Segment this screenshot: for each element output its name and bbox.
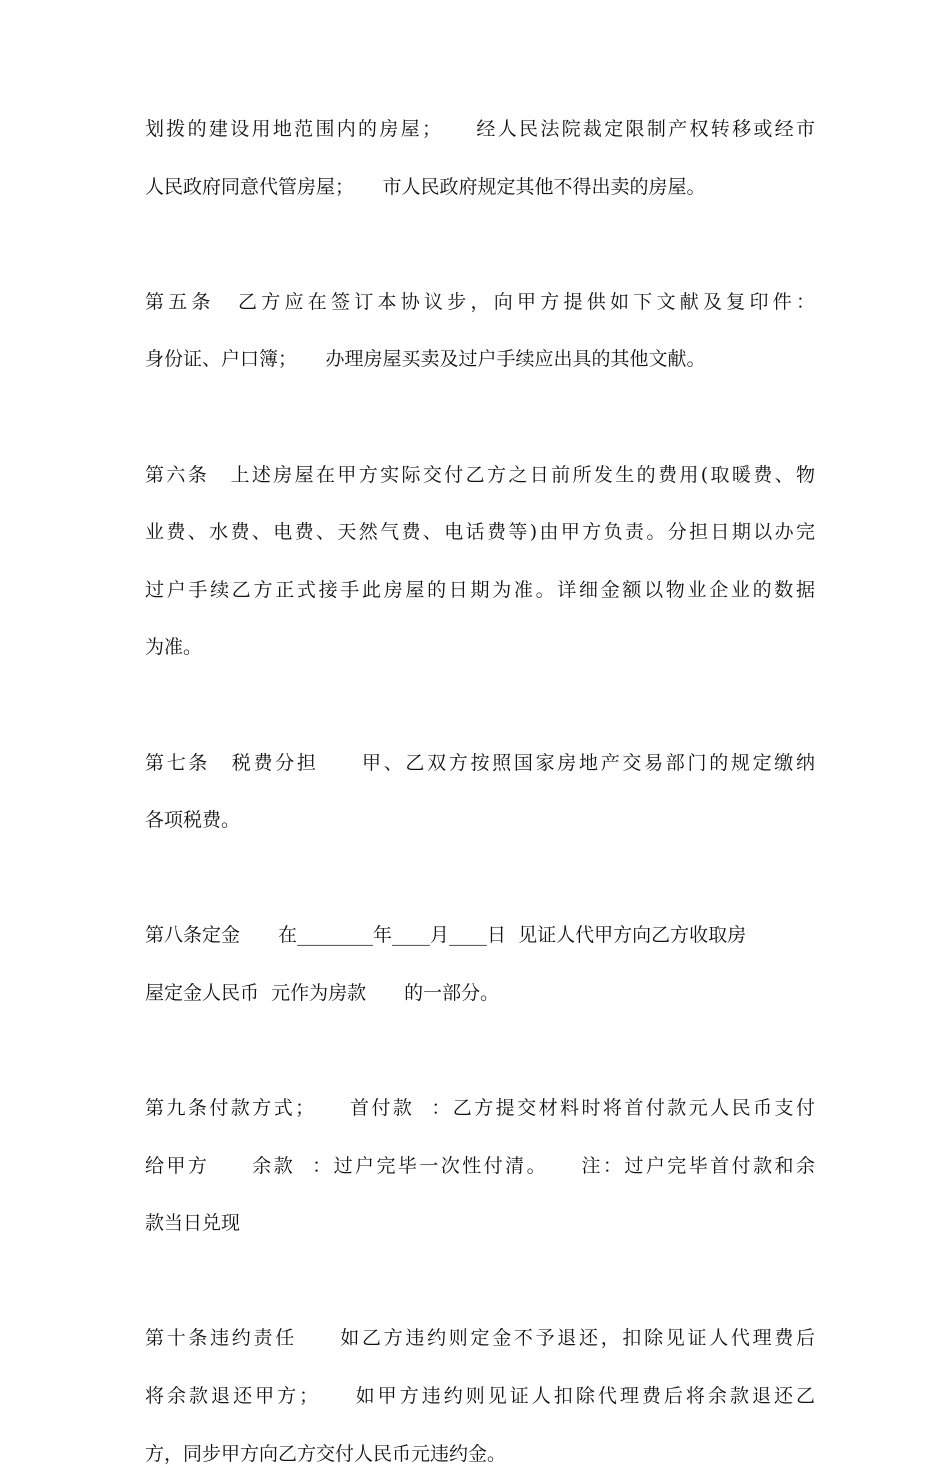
- paragraph-gap: [145, 677, 815, 735]
- paragraph-gap: [145, 850, 815, 908]
- text-line: 第七条 税费分担 甲、乙双方按照国家房地产交易部门的规定缴纳: [145, 751, 815, 774]
- text-line: 业费、水费、电费、天然气费、电话费等)由甲方负责。分担日期以办完: [145, 521, 815, 544]
- text-line: 第八条定金 在________年____月____日 见证人代甲方向乙方收取房: [145, 924, 747, 947]
- text-line: 各项税费。: [145, 809, 241, 832]
- paragraph-gap: [145, 216, 815, 274]
- text-line: 人民政府同意代管房屋； 市人民政府规定其他不得出卖的房屋。: [145, 175, 706, 198]
- document-body: [145, 101, 815, 1483]
- text-line: 第九条付款方式； 首付款 ：乙方提交材料时将首付款元人民币支付: [145, 1097, 815, 1120]
- text-line: 款当日兑现: [145, 1212, 241, 1235]
- text-line: 方，同步甲方向乙方交付人民币元违约金。: [145, 1442, 507, 1465]
- text-line: 第五条 乙方应在签订本协议步，向甲方提供如下文献及复印件：: [145, 290, 815, 313]
- text-line: 第六条 上述房屋在甲方实际交付乙方之日前所发生的费用(取暖费、物: [145, 463, 815, 486]
- text-line: 为准。: [145, 636, 203, 659]
- paragraph-gap: [145, 1253, 815, 1311]
- text-line: 将余款退还甲方； 如甲方违约则见证人扣除代理费后将余款退还乙: [145, 1385, 815, 1408]
- text-line: 屋定金人民币 元作为房款 的一部分。: [145, 981, 500, 1004]
- text-line: 身份证、户口簿； 办理房屋买卖及过户手续应出具的其他文献。: [145, 348, 706, 371]
- text-line: 划拨的建设用地范围内的房屋； 经人民法院裁定限制产权转移或经市: [145, 118, 815, 140]
- text-line: 给甲方 余款 ：过户完毕一次性付清。 注：过户完毕首付款和余: [145, 1154, 815, 1177]
- text-line: 过户手续乙方正式接手此房屋的日期为准。详细金额以物业企业的数据: [145, 578, 815, 601]
- text-line: 第十条违约责任 如乙方违约则定金不予退还，扣除见证人代理费后: [145, 1327, 815, 1350]
- paragraph-gap: [145, 389, 815, 447]
- paragraph-gap: [145, 1023, 815, 1081]
